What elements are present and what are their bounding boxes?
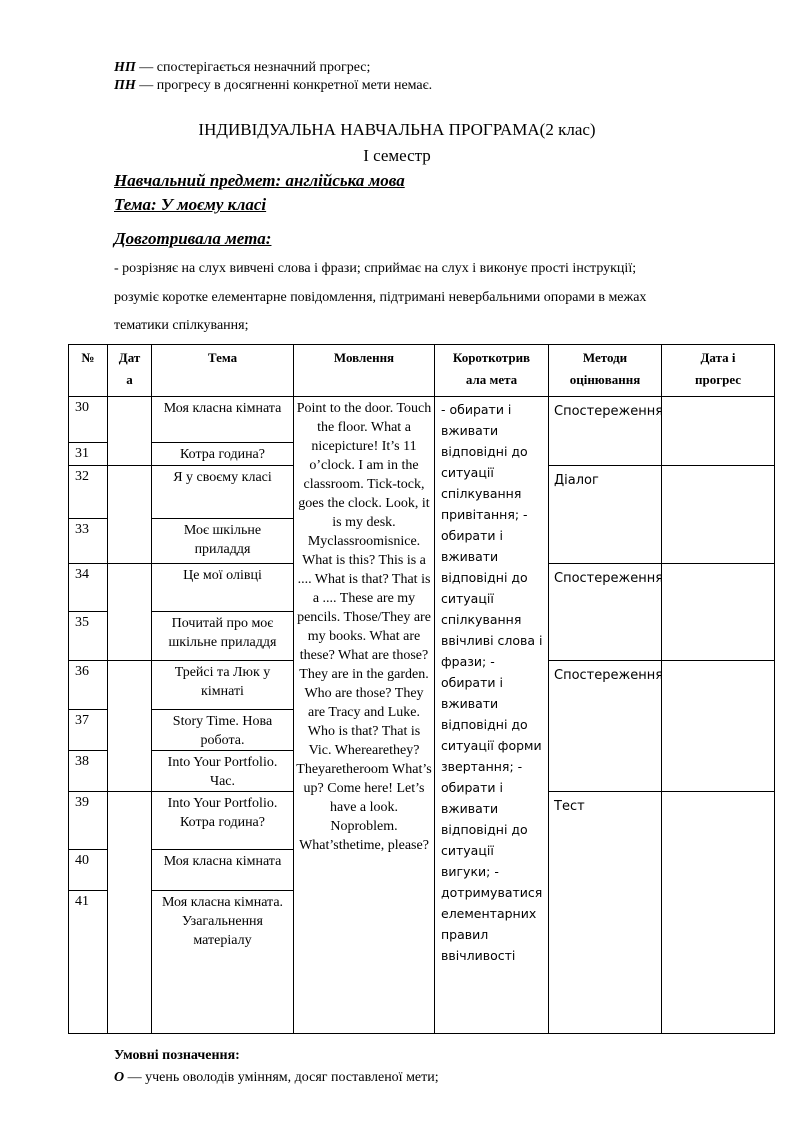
header-methods: Методи оцінювання: [549, 345, 662, 397]
row-topic: Трейсі та Люк у кімнаті: [152, 661, 294, 710]
theme-heading: Тема: У моєму класі: [114, 195, 267, 214]
legend-code: О: [114, 1070, 125, 1085]
program-table: [68, 344, 775, 1034]
legend-text: — спостерігається незначний прогрес;: [135, 60, 371, 75]
row-num: 41: [69, 891, 108, 1034]
row-topic: Почитай про моє шкільне приладдя: [152, 612, 294, 661]
header-topic: Тема: [152, 345, 294, 397]
legend-code: ПН: [114, 78, 136, 93]
method-cell: Спостереження: [549, 661, 662, 792]
row-topic: Into Your Portfolio. Котра година?: [152, 792, 294, 850]
method-cell: Діалог: [549, 466, 662, 564]
legend-heading: Умовні позначення:: [114, 1048, 240, 1063]
table-row: [69, 397, 775, 443]
progress-cell: [662, 564, 775, 661]
legend-code: НП: [114, 60, 136, 75]
row-num: 38: [69, 751, 108, 792]
page-title: ІНДИВІДУАЛЬНА НАВЧАЛЬНА ПРОГРАМА(2 клас): [198, 120, 596, 139]
header-date: Дат а: [108, 345, 152, 397]
date-cell: [108, 792, 152, 1034]
row-num: 35: [69, 612, 108, 661]
row-topic: Це мої олівці: [152, 564, 294, 612]
row-num: 36: [69, 661, 108, 710]
progress-cell: [662, 397, 775, 466]
row-num: 34: [69, 564, 108, 612]
speech-cell: Point to the door. Touch the floor. What a nicepicture! It’s 11 o’clock. I am in the classroom. Tick-tock, goes the clock. Look, it is my desk. Myclassroomisnice. What is this? This is a .... What is that? That is a .... These are my pencils. Those/They are my books. What are these? What are those? They are in the garden. Who are those? They are Tracy and Luke. Who is that? That is Vic. Wherearethey? Theyaretheroom What’s up? Come here! Let’s have a look. Noproblem. What’sthetime, please?: [294, 397, 435, 1034]
row-num: 31: [69, 443, 108, 466]
date-cell: [108, 564, 152, 661]
date-cell: [108, 466, 152, 564]
legend-pn: [114, 77, 432, 95]
row-num: 37: [69, 710, 108, 751]
row-num: 32: [69, 466, 108, 519]
legend-o: [114, 1070, 439, 1086]
row-topic: Into Your Portfolio. Час.: [152, 751, 294, 792]
row-num: 30: [69, 397, 108, 443]
row-topic: Котра година?: [152, 443, 294, 466]
method-cell: Спостереження: [549, 564, 662, 661]
header-speech: Мовлення: [294, 345, 435, 397]
method-cell: Тест: [549, 792, 662, 1034]
legend-text: — учень оволодів умінням, досяг поставленої мети;: [124, 1070, 439, 1085]
goal-line: розуміє коротке елементарне повідомлення, підтримані невербальними опорами в межах: [114, 290, 647, 305]
progress-cell: [662, 466, 775, 564]
header-num: №: [69, 345, 108, 397]
date-cell: [108, 661, 152, 792]
header-short-goal: Короткотрив ала мета: [435, 345, 549, 397]
legend-np: [114, 59, 370, 77]
row-topic: Моя класна кімната: [152, 850, 294, 891]
legend-text: — прогресу в досягненні конкретної мети немає.: [135, 78, 433, 93]
table-header-row: [69, 345, 775, 397]
progress-cell: [662, 661, 775, 792]
row-num: 40: [69, 850, 108, 891]
goal-line: тематики спілкування;: [114, 318, 249, 333]
row-topic: Я у своєму класі: [152, 466, 294, 519]
semester: І семестр: [363, 146, 431, 165]
row-topic: Моя класна кімната: [152, 397, 294, 443]
row-num: 39: [69, 792, 108, 850]
row-num: 33: [69, 519, 108, 564]
subject-heading: Навчальний предмет: англійська мова: [114, 171, 405, 190]
method-cell: Спостереження: [549, 397, 662, 466]
header-progress: Дата і прогрес: [662, 345, 775, 397]
row-topic: Story Time. Нова робота.: [152, 710, 294, 751]
goal-line: - розрізняє на слух вивчені слова і фрази; сприймає на слух і виконує прості інструкції;: [114, 261, 637, 276]
short-goal-cell: - обирати і вживати відповідні до ситуації спілкування привітання; - обирати і вживати відповідні до ситуації спілкування ввічливі слова і фрази; - обирати і вживати відповідні до ситуації форми звертання; - обирати і вживати відповідні до ситуації вигуки; - дотримуватися елементарних правил ввічливості: [435, 397, 549, 1034]
row-topic: Моє шкільне приладдя: [152, 519, 294, 564]
date-cell: [108, 397, 152, 466]
progress-cell: [662, 792, 775, 1034]
row-topic: Моя класна кімната. Узагальнення матеріалу: [152, 891, 294, 1034]
long-term-goal-label: Довготривала мета:: [114, 229, 272, 248]
